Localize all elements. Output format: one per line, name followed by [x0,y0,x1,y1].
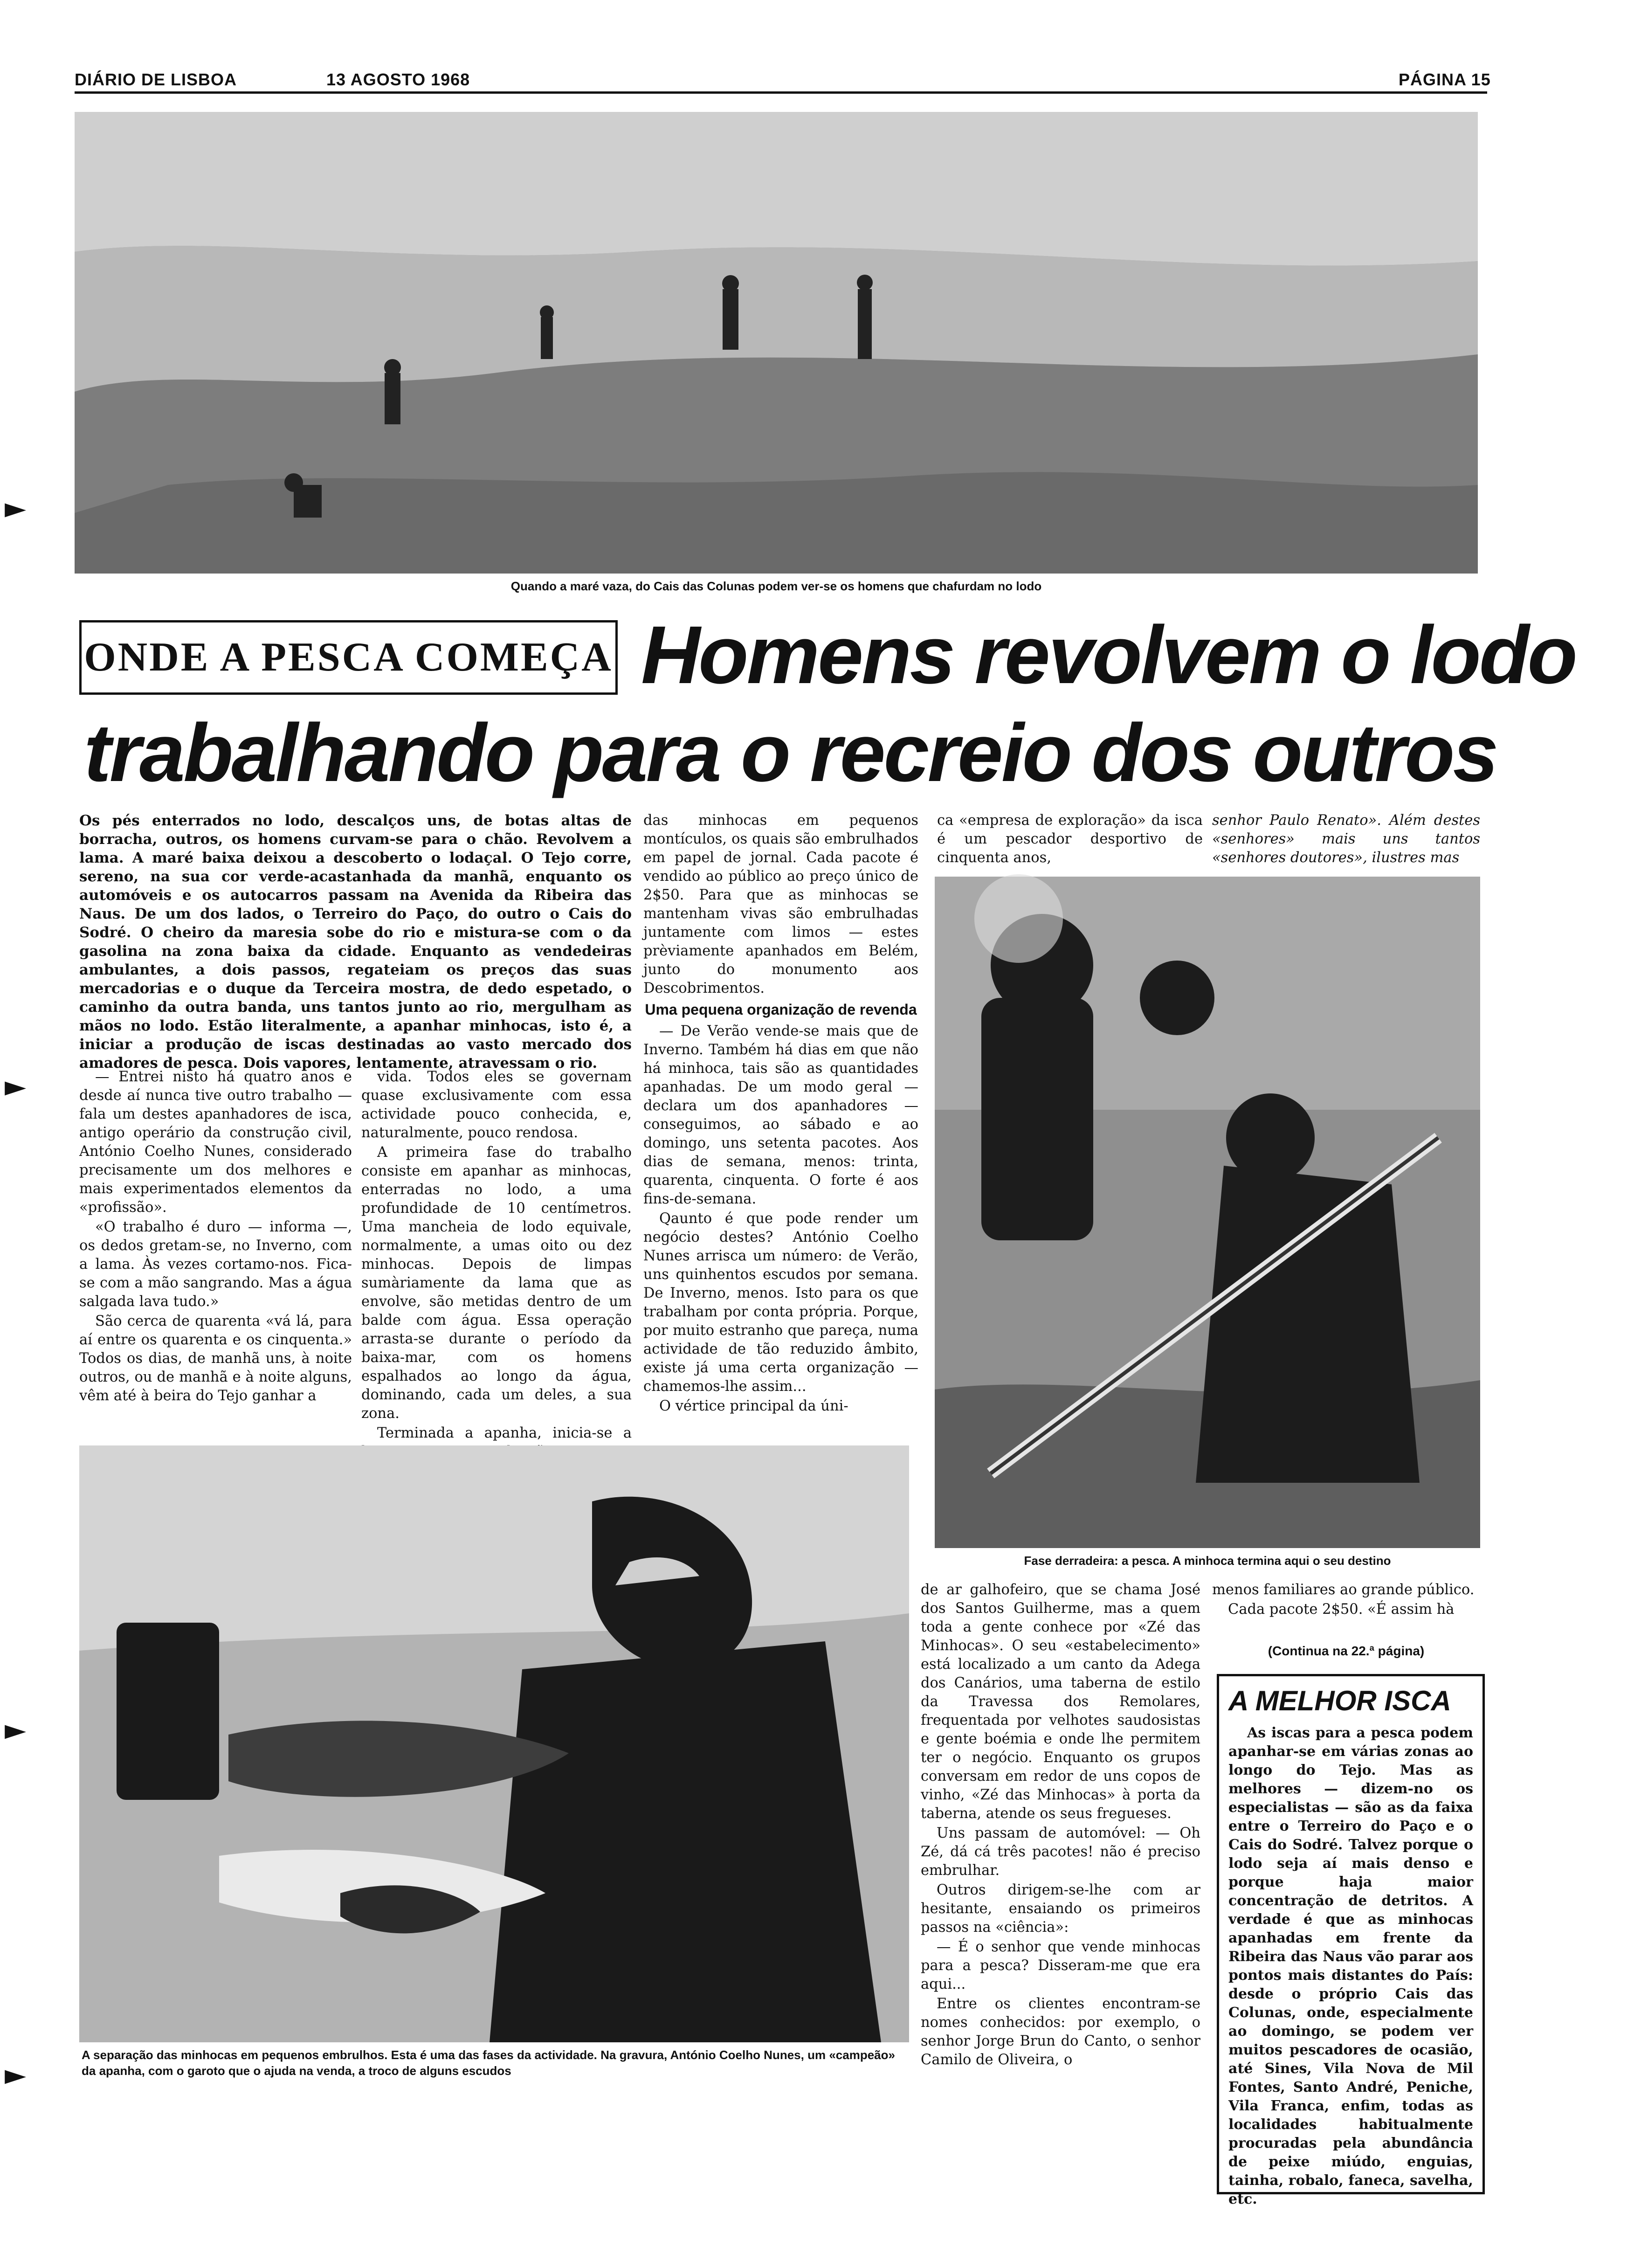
worms-photo [79,1445,909,2042]
page-number: PÁGINA 15 [1399,70,1491,89]
headline-line-2: trabalhando para o recreio dos outros [84,707,1497,799]
column-2 [361,1068,632,1441]
margin-mark: ► [5,492,27,525]
paragraph: Uns passam de automóvel: — Oh Zé, dá cá três pacotes! não é preciso embrulhar. [921,1825,1200,1879]
kicker-box: ONDE A PESCA COMEÇA [79,620,618,695]
paragraph: das minhocas em pequenos montículos, os quais são embrulhados em papel de jornal. Cada pacote é vendido ao público ao preço único de 2$50. Para que as minhocas se mantenham vivas são embrulhadas juntamente com limos — estes prèviamente apanhados em Belém, junto do monumento aos Descobrimentos. [643,812,918,996]
continued-note: (Continua na 22.ª página) [1268,1644,1425,1658]
paragraph: «O trabalho é duro — informa —, os dedos gretam-se, no Inverno, com a lama. Às vezes cortamo-nos. Fica-se com a mão sangrando. Mas a água salgada lava tudo.» [79,1219,352,1310]
paragraph: de ar galhofeiro, que se chama José dos Santos Guilherme, mas a quem toda a gente conhece por «Zé das Minhocas». O seu «estabelecimento» está localizado a um canto da Adega dos Canários, uma taberna de estilo da Travessa dos Remolares, frequentada por velhotes saudosistas e gente boémia e onde lhe permitem ter o negócio. Enquanto os grupos conversam em redor de uns copos de vinho, «Zé das Minhocas» à porta da taberna, atende os seus fregueses. [921,1582,1200,1822]
margin-mark: ► [5,1714,27,1746]
margin-mark: ► [5,2059,27,2091]
paragraph: Outros dirigem-se-lhe com ar hesitante, ensaiando os primeiros passos na «ciência»: [921,1882,1200,1936]
top-photo-caption: Quando a maré vaza, do Cais das Colunas podem ver-se os homens que chafurdam no lodo [510,579,1042,593]
sidebar-box [1217,1674,1485,2207]
beach-photo [75,112,1478,574]
headline-line-1: Homens revolvem o lodo [641,609,1576,701]
paragraph: Entre os clientes encontram-se nomes conhecidos: por exemplo, o senhor Jorge Brun do Canto, o senhor Camilo de Oliveira, o [921,1996,1200,2068]
fishing-photo [935,877,1480,1548]
bottom-photo-caption: A separação das minhocas em pequenos embrulhos. Esta é uma das fases da actividade. Na gravura, António Coelho Nunes, um «campeão» da apanha, com o garoto que o ajuda na venda, a troco de alguns escudos [82,2048,895,2078]
paragraph: — De Verão vende-se mais que de Inverno. Também há dias em que não há minhoca, tais são as quantidades apanhadas. De um modo geral — declara um dos apanhadores — conseguimos, ao sábado e ao domingo, uns setenta pacotes. Aos dias de semana, menos: trinta, quarenta, cinquenta. O forte é aos fins-de-semana. [643,1023,918,1207]
paragraph: Cada pacote 2$50. «É assim hà [1228,1601,1455,1618]
sidebar-title: A MELHOR ISCA [1228,1685,1451,1716]
paragraph: vida. Todos eles se governam quase exclusivamente com essa actividade pouco conhecida, e, naturalmente, pouco rendosa. [361,1069,632,1141]
column-4-top: ca «empresa de exploração» da isca é um pescador desportivo de cinquenta anos, [937,812,1203,866]
paragraph: Terminada a apanha, inicia-se a [377,1425,632,1441]
column-3 [643,811,918,1436]
paragraph: São cerca de quarenta «vá lá, para aí entre os quarenta e os cinquenta.» Todos os dias, de manhã uns, à noite outros, ou de manhã e à noite alguns, vêm até à beira do Tejo ganhar a [79,1313,352,1404]
paragraph: Qaunto é que pode render um negócio destes? António Coelho Nunes arrisca um número: de Verão, uns quinhentos escudos por semana. De Inverno, menos. Isto para os que trabalham por conta própria. Porque, por muito estranho que pareça, numa actividade de tão reduzido âmbito, existe já uma certa organização — chamemos-lhe assim... [643,1210,918,1395]
publication-name: DIÁRIO DE LISBOA [75,70,237,89]
column-4-bottom [921,1581,1200,2182]
paragraph: A primeira fase do trabalho consiste em apanhar as minhocas, enterradas no lodo, a uma profundidade de 10 centímetros. Uma mancheia de lodo equivale, normalmente, a umas oito ou dez minhocas. Depois de limpas sumàriamente da lama que as envolve, são metidas dentro de um balde com água. Essa operação arrasta-se durante o período da baixa-mar, com os homens espalhados ao longo da água, dominando, cada um deles, a sua zona. [361,1144,632,1422]
paragraph: O vértice principal da úni- [659,1398,848,1414]
lead-paragraph: Os pés enterrados no lodo, descalços uns, de botas altas de borracha, outros, os homens curvam-se para o chão. Revolvem a lama. A maré baixa deixou a descoberto o lodaçal. O Tejo corre, sereno, na sua cor verde-acastanhada da manhã, enquanto os automóveis e os autocarros passam na Avenida da Ribeira das Naus. De um dos lados, o Terreiro do Paço, do outro o Cais do Sodré. O cheiro da maresia sobe do rio e mistura-se com o da gasolina na zona baixa da cidade. Enquanto as vendedeiras ambulantes, a dois passos, regateiam os preços das suas mercadorias e o duque da Terceira mostra, de dedo espetado, o caminho da outra banda, uns tantos junto ao rio, mergulham as mãos no lodo. Estão literalmente, a apanhar minhocas, isto é, a iniciar a produção de iscas destinadas ao vasto mercado dos amadores de pesca. Dois vapores, lentamente, atravessam o rio. [79,812,632,1072]
right-photo-caption: Fase derradeira: a pesca. A minhoca termina aqui o seu destino [1024,1554,1391,1568]
margin-mark: ► [5,1070,27,1103]
column-5-top: senhor Paulo Renato». Além destes «senhores» mais uns tantos «senhores doutores», ilustres mas [1212,812,1480,866]
column-1 [79,1068,352,1436]
header-rule [75,91,1487,94]
paragraph: — Entrei nisto há quatro anos e desde aí nunca tive outro trabalho — fala um destes apanhadores de isca, antigo operário da construção civil, António Coelho Nunes, considerado precisamente um dos melhores e mais experimentados elementos da «profissão». [79,1069,352,1216]
issue-date: 13 AGOSTO 1968 [326,70,470,89]
paragraph: — É o senhor que vende minhocas para a pesca? Disseram-me que era aqui... [921,1939,1200,1992]
paragraph: menos familiares ao grande público. [1212,1582,1475,1598]
subheading: Uma pequena organização de revenda [645,1001,917,1018]
sidebar-text: As iscas para a pesca podem apanhar-se em várias zonas ao longo do Tejo. Mas as melhores — dizem-no os especialistas — são as da faixa entre o Terreiro do Paço e o Cais do Sodré. Talvez porque o lodo seja aí mais denso e porque haja maior concentração de detritos. A verdade é que as minhocas apanhadas em frente da Ribeira das Naus vão parar aos pontos mais distantes do País: desde o próprio Cais das Colunas, onde, especialmente ao domingo, se podem ver muitos pescadores de ocasião, até Sines, Vila Nova de Mil Fontes, Santo André, Peniche, Vila Franca, enfim, todas as localidades habitualmente procuradas pela abundância de peixe miúdo, enguias, tainha, robalo, faneca, savelha, etc. [1228,1725,1473,2207]
